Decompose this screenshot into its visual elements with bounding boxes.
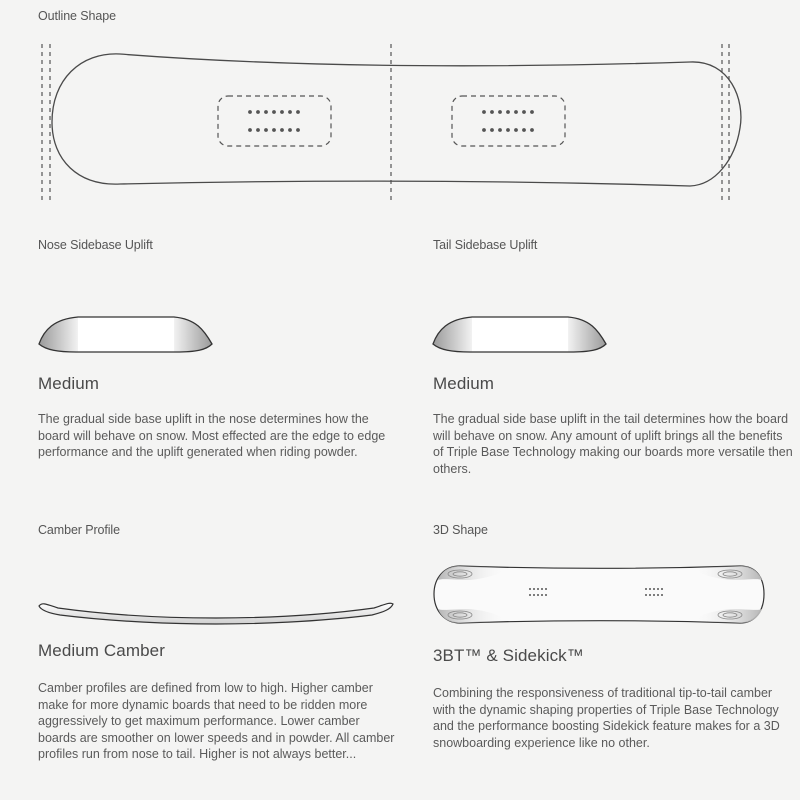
nose-uplift-illustration xyxy=(36,310,236,360)
camber-profile-level: Medium Camber xyxy=(38,641,165,660)
camber-profile-label: Camber Profile xyxy=(38,523,120,537)
camber-profile-description: Camber profiles are defined from low to high. Higher camber make for more dynamic boards that need to be ridden more aggressively to get maximum performance. Lower camber boards are smoother on lower speeds and in powder. All camber profiles run from nose to tail. Higher is not always better... xyxy=(38,681,395,761)
3d-shape-level: 3BT™ & Sidekick™ xyxy=(433,646,584,665)
tail-uplift-level: Medium xyxy=(433,374,495,393)
tail-uplift-description: The gradual side base uplift in the tail determines how the board will behave on snow. Any amount of uplift brings all the benefits of Triple Base Technology making our boards more versatile then others. xyxy=(433,412,793,476)
3d-shape-description: Combining the responsiveness of traditional tip-to-tail camber with the dynamic shaping properties of Triple Base Technology and the performance boosting Sidekick feature makes for a 3D snowboarding experience like no other. xyxy=(433,686,780,750)
3d-shape-illustration xyxy=(430,560,770,630)
outline-shape-illustration xyxy=(0,0,800,220)
nose-uplift-level: Medium xyxy=(38,374,100,393)
outline-shape-label: Outline Shape xyxy=(38,9,116,23)
tail-uplift-label: Tail Sidebase Uplift xyxy=(433,238,538,252)
tail-uplift-illustration xyxy=(430,310,630,360)
nose-uplift-description: The gradual side base uplift in the nose determines how the board will behave on snow. Most effected are the edge to edge performance and the uplift generated when riding powder. xyxy=(38,412,386,459)
nose-uplift-label: Nose Sidebase Uplift xyxy=(38,238,153,252)
3d-shape-label: 3D Shape xyxy=(433,523,488,537)
camber-profile-illustration xyxy=(36,594,396,634)
